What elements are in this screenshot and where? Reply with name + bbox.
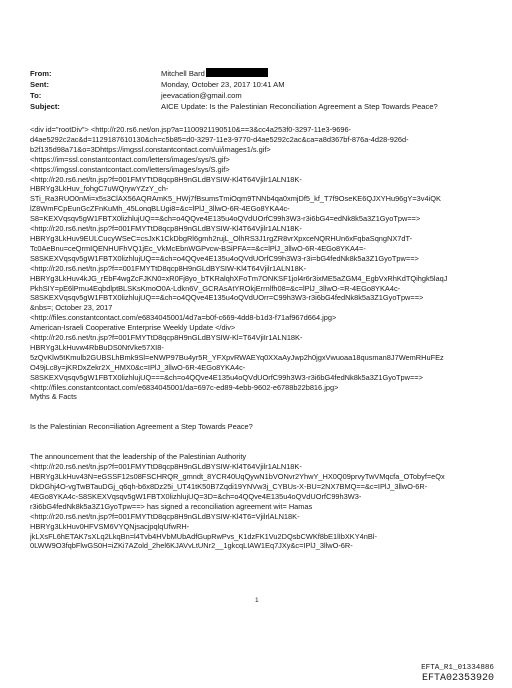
body-block-2 [30,452,492,551]
body-line: 0LWW9O3fqbFlwGS0H=iZKi7AZold_2hel6KJAVvLtUNr2__1gkcqLIAW1Eq7JXy&c=IPlJ_3llwO-6R- [30,541,353,551]
redaction-bar [206,68,268,77]
to-row [30,90,490,101]
body-line: DkDGhj4O-vgTwBTauDGj_q6qh-b6x8Dz25i_UT41tK50B7Zqdi19YNVw3j_CYBUs-X-BU=2NX7BMQ==&c=IPlJ_3llwO-6R- [30,482,428,491]
body-line: HBRYg3LkHuv9EULCucyWSeC=csJxK1CkDbgRl6gmh2rujL_OlhRS3J1rgZR8vrXpxceNQRHUn6xFqbaSqngNX7dT- [30,233,413,243]
body-line: <http://r20.rs6.net/tn.jsp?f=001FMYTtD8qcp8H9nGLdBYSIW-Kl4T64Vjilr1ALN18K- [30,224,302,234]
body-line: <https://imgssl.constantcontact.com/letters/images/sys/S.gif> [30,164,230,174]
body-line: <http://r20.rs6.net/tn.jsp?f=001FMYTtD8qcp8H9nGLdBYSIW-Kl4T64Vjilr1ALN18K- [30,462,302,472]
sent-value: Monday, October 23, 2017 10:41 AM [161,80,285,89]
body-line: b2f135d98a71&o=3Dhttps://imgssl.constantcontact.com/ui/images1/s.gif> [30,144,271,154]
body-line: S8SKEXVqsqv5gW1FBTX0lizhlujUQ==&ch=o4QQve4E135u4oQVdUOrfC99h3W3-r3i=bG4fedNk8k5a3Z1GyoTpw==> [30,253,419,263]
body-line: lZ8WmFCpEunGcZFnKuMh_45LonqBLUgi8=&c=lPlJ_3llwO-6R-4EGo8YKA4c- [30,204,290,214]
body-line: STi_Ra3RUO0nMi=x5s3ClAX56AQRAmK5_HWj7fBsumsTmiOqm9TNNb4qa0xmjDf5_kf_T7f9OseKE6QJXYHu96gY=3v4iQK [30,194,441,204]
from-label: From: [30,69,52,78]
body-line: <http://r20.rs6.net/tn.jsp?f==001FMYTtD8qcp8H9nGLdBYSIW-Kl4T64Vjilr1ALN18K- [30,263,307,273]
body-line: HBRYg3LkHuv_fohgC7uWQrywYZzY_ch- [30,184,169,194]
body-line: <https://im=ssl.constantcontact.com/letters/images/sys/S.gif> [30,154,230,164]
body-line: <http://files.constantcontact.com/e6834045001/da=697c-ed89-4ebb-9602-e6788b22b816.jpg> [30,382,339,392]
to-label: To: [30,91,42,100]
body-line: jkLXsFL6hETAK7sXLq2LkqBn=l4Tvb4HVbMUbAdfGupRwPvs_K1dzFK1Vu2DQsbCWKf8bE1lIbXKY4nBl- [30,531,377,541]
body-line: HBRYg3LkHuvw4RbBuDS0NtVke57XI8- [30,342,164,352]
sent-label: Sent: [30,80,49,89]
body-line: PkhSIY=pE6lPmu4EqbdlptBLSKsKmoO0A-Ldkn6V_GCRAsAtYROkjErrnlfh08=&c=lPlJ_3llwO-=R-4EGo8YKA4c- [30,283,401,293]
sent-row [30,79,490,90]
body-line: Tc0AeBnu=ceQrmIQENHUFhVQ1jEc_VkMcEbnWGPvcw-BSiPFA==&c=lPlJ_3llwO-6R-4EGo8YKA4=- [30,243,366,253]
body-line: S8=KEXVqsqv5gW1FBTX0lizhlujUQ==&ch=o4QQve4E135u4oQVdUOrfC99h3W3-r3i6bG4=edNk8k5a3Z1GyoTpw==> [30,214,421,224]
subject-label: Subject: [30,102,60,111]
body-block-1 [30,125,492,402]
from-value [161,68,490,79]
question-line: Is the Palestinian Recon=iliation Agreement a Step Towards Peace? [30,422,253,432]
body-line: 4EGo8YKA4c-S8SKEXVqsqv5gW1FBTX0lizhlujUQ=3D=&ch=o4QQve4E135u4oQVdUOrfC99h3W3- [30,491,362,501]
body-line: <http://r20.rs6.net/tn.jsp?f=001FMYTtD8qcp8H9nGLdBYSIW-Kl4T64Vjilr1ALN18K- [30,174,302,184]
bates-number-1: EFTA_R1_01334886 [421,664,494,672]
body-line: r3i6bG4fedNk8k5a3Z1GyoTpw==> has signed a reconciliation agreement wit= Hamas [30,501,313,511]
bates-footer [421,663,494,685]
body-line: S8SKEXVqsqv5gW1FBTX0lizhlujUQ===&ch=o4QQve4E135u4oQVdUOrfC99h3W3-r3i6bG4fedNk8k5a3Z1GyoTpw==> [30,372,423,382]
spacer [30,402,492,422]
email-header [30,68,490,112]
bates-number-2: EFTA02353920 [421,673,494,684]
subject-row [30,101,490,112]
body-line: <http://r20.rs6.net/tn.jsp?f=001FMYTtD8qcp8H9nGLdBYSIW-Kl4T6=VjilrlALN18K- [30,511,300,521]
body-line: <http://files.constantcontact.com/e6834045001/4d7a=b0f-c669-4dd8-b1d3-f71af967d664.jpg> [30,313,337,323]
from-row [30,68,490,79]
body-line: d4ae5292c2ac&d=1129187610130&ch=c5b85=d0-3297-11e3-9770-d4ae5292c2ac&ca=a8d367bf-876a-4d28-926d- [30,134,409,144]
from-name: Mitchell Bard [161,69,205,78]
body-line: The announcement that the leadership of the Palestinian Authority [30,452,247,462]
email-body [30,125,492,551]
body-line: <div id="rootDiv"> <http://r20.rs6.net/on.jsp?a=1100921190510&==3&cc4a253f0-3297-11e3-9696- [30,125,352,134]
body-line: HBRYg3LkHuv0HFVSM6VYQNjsacjpqlqUfwRH- [30,521,190,531]
body-line: American-Israeli Cooperative Enterprise Weekly Update </div> [30,323,236,333]
spacer [30,432,492,452]
subject-value: AICE Update: Is the Palestinian Reconciliation Agreement a Step Towards Peace? [161,102,438,111]
page-number: 1 [255,597,259,604]
body-line: 5zQvKlw5tKmulb2GUBSLhBmk9Sl=eNWP97Bu4yr5R_YFXpvRWAEYq0XXaAyJwp2h0jgxVwuoaa18qusman8J7WemRHuFEz [30,352,444,362]
body-line: O49jLc8y=jKRDxZekr2X_HMX0&c=IPlJ_3llwO-6R-4EGo8YKA4c- [30,362,246,372]
body-line: HBRYg3LkHuv4kJG_rEbF4wgZcFJKN0=xR0Fj8yo_bTKRalqhXFoTm7ONKSF1jol4r6r3ixME5aZGM4_EgbVxRhKdTQihgk5laqJ [30,273,448,283]
body-line: Myths & Facts [30,392,77,402]
body-line: &nbs=; October 23, 2017 [30,303,113,313]
body-line: S8SKEXVqsqv5gW1FBTX0lizhlujUQ==&ch=o4QQve4E135u4oQVdUOrr=C99h3W3-r3i6bG4fedNk8k5a3Z1GyoTpw==> [30,293,424,303]
body-line: HBRYg3LkHuv43N=eGSSF12s08FSCHRQR_gmndt_8YCR40UqQywN1bVONvr2YhwY_HX0Q09prvyTwVMqcfa_OTobyf=eQx [30,472,445,482]
body-line: <http://r20.rs6.net/tn.jsp?f=001FMYTtD8qcp8H9nGLdBYSIW-Kl=T64VjiIr1ALN18K- [30,333,303,343]
to-value: jeevacation@gmail.com [161,91,242,100]
